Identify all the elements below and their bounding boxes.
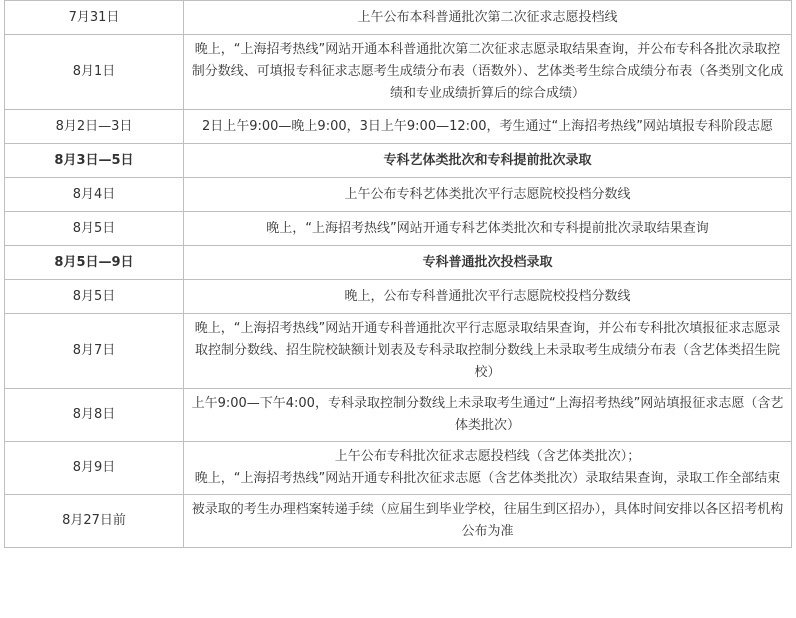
event-cell: 上午公布本科普通批次第二次征求志愿投档线	[184, 1, 792, 35]
date-cell: 8月5日	[5, 280, 184, 314]
event-cell: 晚上，“上海招考热线”网站开通专科普通批次平行志愿录取结果查询，并公布专科批次填报征求志愿录取控制分数线、招生院校缺额计划表及专科录取控制分数线上未录取考生成绩分布表（含艺体类招生院校）	[184, 314, 792, 389]
table-row	[5, 280, 792, 314]
date-cell: 8月27日前	[5, 495, 184, 548]
event-cell: 上午9:00—下午4:00，专科录取控制分数线上未录取考生通过“上海招考热线”网站填报征求志愿（含艺体类批次）	[184, 389, 792, 442]
table-row	[5, 35, 792, 110]
table-row	[5, 110, 792, 144]
date-cell: 8月3日—5日	[5, 144, 184, 178]
event-cell: 被录取的考生办理档案转递手续（应届生到毕业学校，往届生到区招办），具体时间安排以各区招考机构公布为准	[184, 495, 792, 548]
date-cell: 8月2日—3日	[5, 110, 184, 144]
table-row	[5, 442, 792, 495]
table-row-section	[5, 144, 792, 178]
event-cell: 晚上，“上海招考热线”网站开通专科艺体类批次和专科提前批次录取结果查询	[184, 212, 792, 246]
date-cell: 8月8日	[5, 389, 184, 442]
date-cell: 8月1日	[5, 35, 184, 110]
date-cell: 8月5日	[5, 212, 184, 246]
table-row	[5, 178, 792, 212]
date-cell: 7月31日	[5, 1, 184, 35]
table-row	[5, 314, 792, 389]
table-row	[5, 389, 792, 442]
schedule-body	[5, 1, 792, 548]
event-cell: 专科普通批次投档录取	[184, 246, 792, 280]
admission-schedule-table	[4, 0, 792, 548]
date-cell: 8月9日	[5, 442, 184, 495]
table-row-section	[5, 246, 792, 280]
event-cell: 晚上，“上海招考热线”网站开通本科普通批次第二次征求志愿录取结果查询，并公布专科各批次录取控制分数线、可填报专科征求志愿考生成绩分布表（语数外）、艺体类考生综合成绩分布表（各类别文化成绩和专业成绩折算后的综合成绩）	[184, 35, 792, 110]
event-cell: 2日上午9:00—晚上9:00，3日上午9:00—12:00，考生通过“上海招考热线”网站填报专科阶段志愿	[184, 110, 792, 144]
event-cell: 晚上，公布专科普通批次平行志愿院校投档分数线	[184, 280, 792, 314]
event-cell: 上午公布专科艺体类批次平行志愿院校投档分数线	[184, 178, 792, 212]
date-cell: 8月7日	[5, 314, 184, 389]
date-cell: 8月4日	[5, 178, 184, 212]
event-cell: 上午公布专科批次征求志愿投档线（含艺体类批次）； 晚上，“上海招考热线”网站开通专科批次征求志愿（含艺体类批次）录取结果查询，录取工作全部结束	[184, 442, 792, 495]
table-row	[5, 495, 792, 548]
table-row	[5, 1, 792, 35]
event-cell: 专科艺体类批次和专科提前批次录取	[184, 144, 792, 178]
table-row	[5, 212, 792, 246]
date-cell: 8月5日—9日	[5, 246, 184, 280]
